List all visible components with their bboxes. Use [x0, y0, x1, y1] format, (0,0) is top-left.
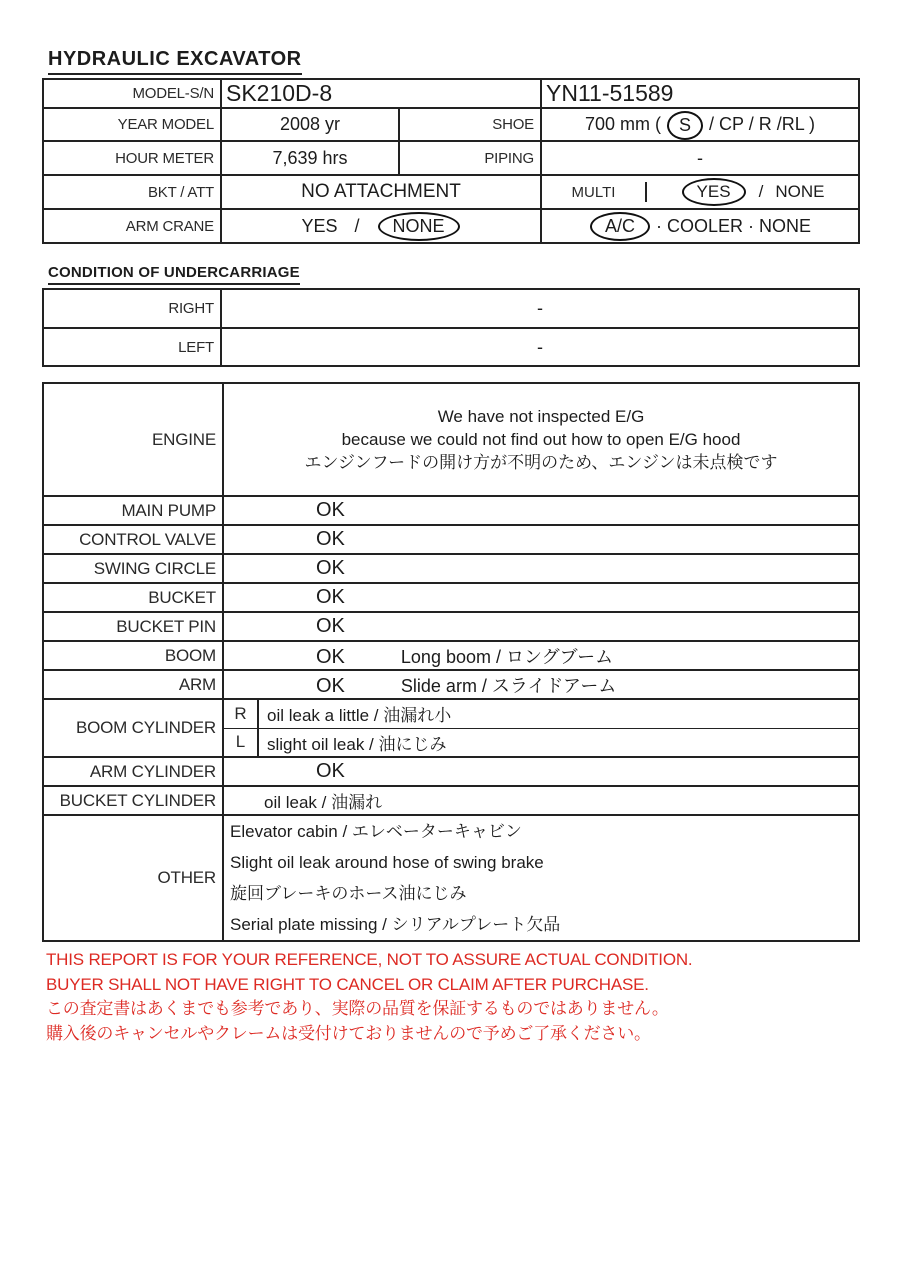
engine-comment — [223, 383, 859, 496]
multi-yes-circle: YES — [682, 178, 746, 206]
bucket-row — [43, 583, 859, 612]
arm-value — [223, 670, 859, 699]
boom-note: Long boom / ロングブーム — [400, 646, 614, 667]
disclaimer-line: 購入後のキャンセルやクレームは受付けておりませんので予めご了承ください。 — [46, 1023, 651, 1043]
undercarriage-section-title: CONDITION OF UNDERCARRIAGE — [48, 264, 300, 285]
bucket-cylinder-label: BUCKET CYLINDER — [43, 786, 223, 815]
status-value: OK — [316, 674, 345, 697]
spec-row-hour-piping — [43, 141, 859, 175]
shoe-value-prefix: 700 mm ( — [584, 114, 661, 134]
left-value: - — [221, 328, 859, 366]
status-value: OK — [316, 645, 345, 668]
ac-selected-circle: A/C — [590, 212, 650, 241]
arm-crane-label: ARM CRANE — [43, 209, 221, 243]
shoe-label: SHOE — [399, 108, 541, 141]
hour-meter-label: HOUR METER — [43, 141, 221, 175]
arm-label: ARM — [43, 670, 223, 699]
disclaimer — [46, 948, 692, 1046]
engine-comment-line: because we could not find out how to open E/G hood — [341, 430, 741, 449]
ac-cell — [541, 209, 859, 243]
arm-cylinder-value — [223, 757, 859, 786]
undercarriage-left-row — [43, 328, 859, 366]
arm-note: Slide arm / スライドアーム — [400, 675, 617, 696]
inspection-table — [42, 382, 860, 942]
boom-label: BOOM — [43, 641, 223, 670]
disclaimer-line: BUYER SHALL NOT HAVE RIGHT TO CANCEL OR CLAIM AFTER PURCHASE. — [46, 974, 649, 994]
boom-cylinder-right-value: oil leak a little / 油漏れ小 — [258, 699, 859, 728]
boom-cylinder-left-value: slight oil leak / 油にじみ — [258, 728, 859, 757]
multi-separator: / — [758, 182, 764, 201]
model-sn-label: MODEL-S/N — [43, 79, 221, 108]
year-value: 2008 yr — [221, 108, 399, 141]
disclaimer-line: この査定書はあくまでも参考であり、実際の品質を保証するものではありません。 — [46, 999, 669, 1018]
main-pump-value — [223, 496, 859, 525]
other-comments — [223, 815, 859, 941]
arm-crane-yes-option: YES — [301, 215, 338, 236]
bucket-value — [223, 583, 859, 612]
status-value: OK — [316, 557, 345, 579]
main-pump-row — [43, 496, 859, 525]
shoe-value — [541, 108, 859, 141]
hour-meter-value: 7,639 hrs — [221, 141, 399, 175]
arm-row — [43, 670, 859, 699]
year-model-label: YEAR MODEL — [43, 108, 221, 141]
piping-label: PIPING — [399, 141, 541, 175]
other-comment-line: 旋回ブレーキのホース油にじみ — [230, 884, 467, 903]
control-valve-value — [223, 525, 859, 554]
bucket-label: BUCKET — [43, 583, 223, 612]
boom-cylinder-label: BOOM CYLINDER — [43, 699, 223, 757]
other-comment-line: Serial plate missing / シリアルプレート欠品 — [230, 915, 561, 934]
bucket-cylinder-value: oil leak / 油漏れ — [223, 786, 859, 815]
arm-crane-none-circle: NONE — [378, 212, 460, 241]
arm-cylinder-row — [43, 757, 859, 786]
multi-cell — [541, 175, 859, 209]
arm-crane-separator: / — [354, 215, 360, 236]
arm-crane-value — [221, 209, 541, 243]
left-label: LEFT — [43, 328, 221, 366]
shoe-selected-circle: S — [667, 111, 703, 140]
right-label: RIGHT — [43, 289, 221, 328]
engine-label: ENGINE — [43, 383, 223, 496]
undercarriage-right-row — [43, 289, 859, 328]
status-value: OK — [316, 528, 345, 550]
model-value: SK210D-8 — [221, 79, 541, 108]
other-label: OTHER — [43, 815, 223, 941]
multi-none-option: NONE — [775, 182, 825, 201]
engine-comment-line: エンジンフードの開け方が不明のため、エンジンは未点検です — [304, 453, 778, 472]
status-value: OK — [316, 615, 345, 637]
multi-value — [647, 182, 858, 202]
bkt-att-value: NO ATTACHMENT — [221, 175, 541, 209]
other-comment-line: Slight oil leak around hose of swing brake — [230, 853, 544, 872]
serial-value: YN11-51589 — [541, 79, 859, 108]
status-value: OK — [316, 499, 345, 521]
arm-cylinder-label: ARM CYLINDER — [43, 757, 223, 786]
bucket-pin-value — [223, 612, 859, 641]
disclaimer-line: THIS REPORT IS FOR YOUR REFERENCE, NOT TO ASSURE ACTUAL CONDITION. — [46, 950, 693, 969]
control-valve-label: CONTROL VALVE — [43, 525, 223, 554]
undercarriage-table — [42, 288, 860, 367]
bucket-pin-label: BUCKET PIN — [43, 612, 223, 641]
control-valve-row — [43, 525, 859, 554]
swing-circle-row — [43, 554, 859, 583]
page-title: HYDRAULIC EXCAVATOR — [48, 48, 302, 75]
other-row — [43, 815, 859, 941]
status-value: OK — [316, 760, 345, 782]
spec-row-year-shoe — [43, 108, 859, 141]
main-pump-label: MAIN PUMP — [43, 496, 223, 525]
bucket-cylinder-row — [43, 786, 859, 815]
swing-circle-label: SWING CIRCLE — [43, 554, 223, 583]
boom-cylinder-right-letter: R — [223, 699, 258, 728]
bucket-pin-row — [43, 612, 859, 641]
spec-row-bkt-multi — [43, 175, 859, 209]
multi-label: MULTI — [542, 182, 647, 202]
piping-value: - — [541, 141, 859, 175]
boom-cylinder-right-row — [43, 699, 859, 728]
spec-row-model — [43, 79, 859, 108]
boom-value — [223, 641, 859, 670]
spec-table — [42, 78, 860, 244]
spec-row-armcrane-ac — [43, 209, 859, 243]
swing-circle-value — [223, 554, 859, 583]
shoe-value-suffix: / CP / R /RL ) — [709, 114, 816, 134]
other-comment-line: Elevator cabin / エレベーターキャビン — [230, 822, 522, 841]
engine-comment-line: We have not inspected E/G — [437, 407, 645, 426]
ac-rest-options: · COOLER · NONE — [656, 215, 812, 236]
status-value: OK — [316, 586, 345, 608]
engine-row — [43, 383, 859, 496]
right-value: - — [221, 289, 859, 328]
boom-cylinder-left-letter: L — [223, 728, 258, 757]
boom-row — [43, 641, 859, 670]
bkt-att-label: BKT / ATT — [43, 175, 221, 209]
